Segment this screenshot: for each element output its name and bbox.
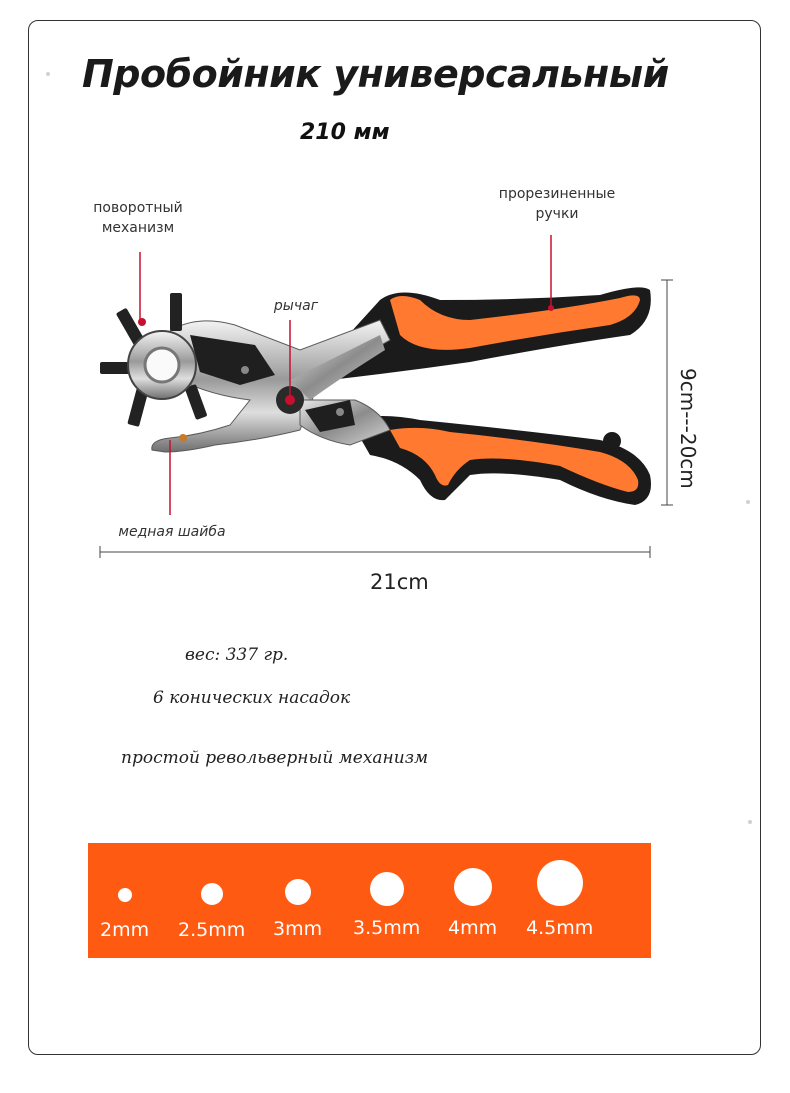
callout-rotary-mechanism: поворотный механизм xyxy=(93,200,183,236)
hole-sizes-panel xyxy=(88,843,651,958)
hole-dot xyxy=(201,883,223,905)
hole-size-item xyxy=(448,868,497,939)
stray-dot xyxy=(46,72,50,76)
spec-mechanism: простой револьверный механизм xyxy=(121,748,429,768)
hole-dot xyxy=(537,860,583,906)
hole-size-item xyxy=(100,888,149,941)
callout-rubber-handles: прорезиненные ручки xyxy=(498,186,616,222)
hole-dot xyxy=(285,879,311,905)
rotary-turret xyxy=(100,293,207,427)
callout-copper-washer: медная шайба xyxy=(118,524,226,540)
hole-dot xyxy=(370,872,404,906)
hole-size-item xyxy=(526,860,593,939)
hole-dot xyxy=(118,888,132,902)
hole-size-label: 2.5mm xyxy=(178,919,246,941)
spec-nozzles: 6 конических насадок xyxy=(153,688,351,708)
hole-size-item xyxy=(178,883,245,941)
hole-size-label: 2mm xyxy=(100,919,150,941)
height-dimension: 9cm---20cm xyxy=(676,368,700,489)
hole-dot xyxy=(454,868,492,906)
product-title: Пробойник универсальный xyxy=(82,52,669,96)
spec-weight: вес: 337 гр. xyxy=(185,645,289,665)
stray-dot xyxy=(748,820,752,824)
hole-size-label: 3mm xyxy=(273,918,323,940)
callout-lever: рычаг xyxy=(273,298,319,314)
stray-dot xyxy=(746,500,750,504)
hole-size-label: 3.5mm xyxy=(353,917,421,939)
length-dimension: 21cm xyxy=(370,570,429,594)
lower-handle xyxy=(350,416,651,505)
hole-size-item xyxy=(273,879,322,940)
product-size: 210 мм xyxy=(300,120,390,145)
hole-size-label: 4.5mm xyxy=(526,917,594,939)
hole-size-item xyxy=(353,872,420,939)
hole-size-label: 4mm xyxy=(448,917,498,939)
